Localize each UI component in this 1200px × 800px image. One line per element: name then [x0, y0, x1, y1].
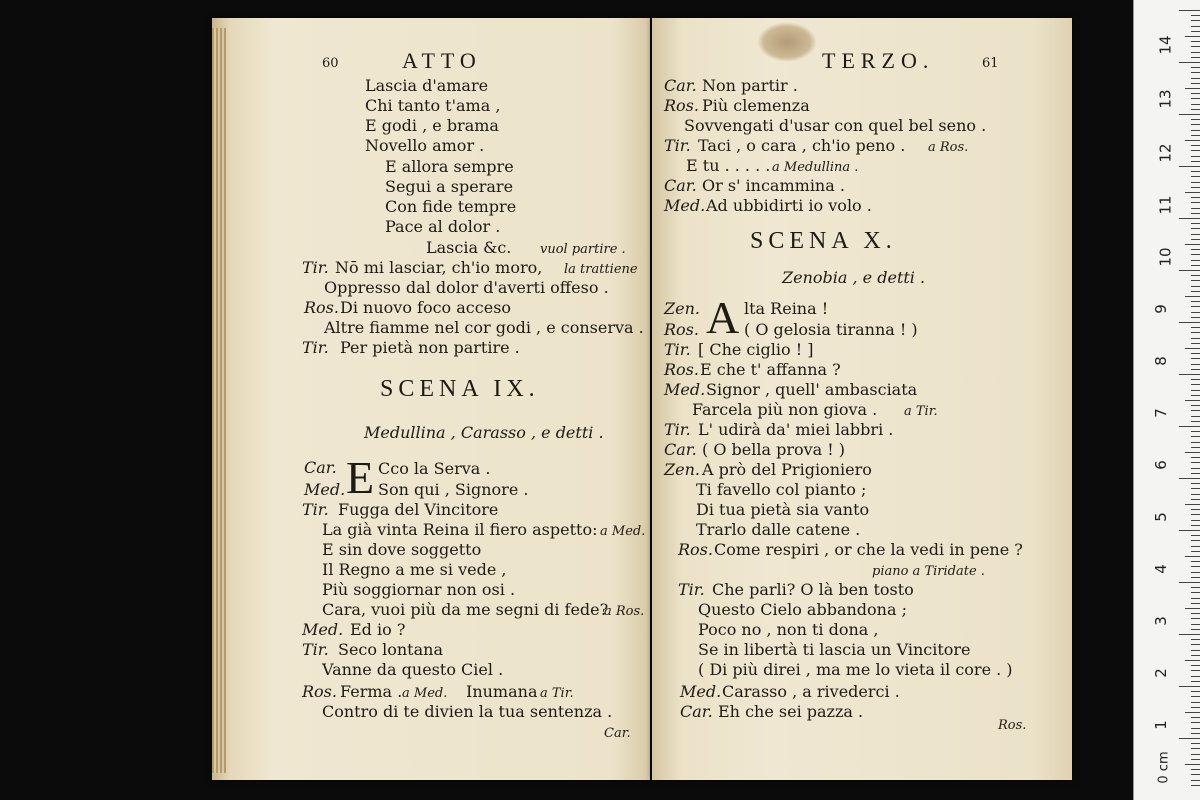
ruler-tick: [1191, 384, 1200, 385]
ruler-tick: [1179, 322, 1200, 323]
ruler-tick: [1191, 535, 1200, 536]
ruler-tick: [1191, 98, 1200, 99]
ruler-tick: [1191, 156, 1200, 157]
ruler-tick: [1185, 88, 1200, 89]
ruler-tick: [1191, 499, 1200, 500]
ruler-tick: [1191, 109, 1200, 110]
ruler-tick: [1191, 509, 1200, 510]
ruler-tick: [1185, 140, 1200, 141]
ruler-tick: [1191, 306, 1200, 307]
ruler-tick: [1179, 270, 1200, 271]
ruler-tick: [1191, 592, 1200, 593]
speaker: Tir.: [302, 258, 329, 277]
ruler-tick: [1191, 353, 1200, 354]
stage-direction: vuol partire .: [540, 242, 626, 257]
ruler-tick: [1191, 213, 1200, 214]
speaker: Tir.: [664, 136, 691, 155]
speaker: Ros.: [664, 360, 699, 379]
speech: Fugga del Vincitore: [338, 500, 499, 519]
speech: Il Regno a me si vede ,: [322, 560, 507, 579]
ruler-tick: [1179, 426, 1200, 427]
ruler-tick: [1191, 187, 1200, 188]
ruler-tick: [1191, 494, 1200, 495]
ruler-tick: [1185, 348, 1200, 349]
ruler-tick: [1191, 41, 1200, 42]
catchword: Car.: [604, 726, 631, 741]
ruler-tick: [1179, 738, 1200, 739]
ruler-tick: [1185, 764, 1200, 765]
ruler-tick: [1191, 104, 1200, 105]
ruler-tick: [1179, 634, 1200, 635]
speech: Eh che sei pazza .: [718, 702, 864, 721]
verse-line: E godi , e brama: [365, 116, 499, 135]
speaker: Car.: [664, 440, 697, 459]
open-book: [212, 18, 1074, 788]
ruler-number: 1: [1151, 720, 1170, 730]
speech: Se in libertà ti lascia un Vincitore: [698, 640, 971, 659]
speech: Or s' incammina .: [702, 176, 845, 195]
ruler-tick: [1179, 374, 1200, 375]
ruler-tick: [1191, 483, 1200, 484]
ruler-tick: [1191, 629, 1200, 630]
ruler-tick: [1191, 717, 1200, 718]
ruler-tick: [1191, 145, 1200, 146]
stage-direction: a Tir.: [540, 686, 574, 701]
ruler-tick: [1191, 57, 1200, 58]
ruler-tick: [1179, 582, 1200, 583]
page-number: 61: [982, 56, 999, 71]
verse-line: E allora sempre: [385, 157, 514, 176]
ruler-tick: [1191, 468, 1200, 469]
ruler-tick: [1191, 488, 1200, 489]
ruler-tick: [1191, 696, 1200, 697]
ruler-number: 10: [1156, 247, 1175, 267]
stage-direction: a Medullina .: [772, 160, 859, 175]
verse-line: Lascia &c.: [426, 238, 512, 257]
speaker: Ros.: [664, 96, 699, 115]
speaker: Ros.: [302, 682, 337, 701]
ruler-tick: [1191, 618, 1200, 619]
page-edge: [212, 28, 226, 773]
verse-line: Novello amor .: [365, 136, 485, 155]
speaker: Car.: [304, 458, 337, 477]
speech: Di tua pietà sia vanto: [696, 500, 870, 519]
speech: Trarlo dalle catene .: [696, 520, 861, 539]
speech: Più soggiornar non osi .: [322, 580, 516, 599]
speech: Nō mi lasciar, ch'io moro,: [335, 258, 543, 277]
ruler-tick: [1185, 556, 1200, 557]
ruler-tick: [1191, 20, 1200, 21]
ruler-tick: [1179, 686, 1200, 687]
speaker: Ros.: [664, 320, 699, 339]
ruler-tick: [1191, 691, 1200, 692]
ruler-tick: [1191, 681, 1200, 682]
ruler-tick: [1191, 405, 1200, 406]
speaker: Med.: [304, 480, 346, 499]
drop-cap: E: [346, 452, 375, 503]
ruler-tick: [1191, 540, 1200, 541]
ruler-tick: [1191, 228, 1200, 229]
page-number: 60: [322, 56, 339, 71]
ruler-tick: [1191, 566, 1200, 567]
ruler-tick: [1191, 239, 1200, 240]
ruler-tick: [1191, 130, 1200, 131]
ruler-tick: [1191, 598, 1200, 599]
speaker: Med.: [302, 620, 344, 639]
speech: Seco lontana: [338, 640, 443, 659]
speech: E tu . . . . .: [686, 156, 771, 175]
speech: Inumana: [466, 682, 538, 701]
ruler-tick: [1191, 754, 1200, 755]
ruler-tick: [1191, 208, 1200, 209]
ruler-tick: [1191, 254, 1200, 255]
ruler-number: 5: [1151, 512, 1170, 522]
scene-heading: SCENA X.: [750, 228, 897, 254]
ruler-tick: [1185, 712, 1200, 713]
ruler-tick: [1191, 332, 1200, 333]
ruler-tick: [1185, 296, 1200, 297]
speech: Ed io ?: [350, 620, 406, 639]
ruler-tick: [1191, 275, 1200, 276]
ruler-tick: [1191, 46, 1200, 47]
speaker: Tir.: [664, 420, 691, 439]
verse-line: Pace al dolor .: [385, 217, 501, 236]
ruler-tick: [1191, 338, 1200, 339]
ruler-tick: [1191, 780, 1200, 781]
ruler-tick: [1191, 364, 1200, 365]
ruler-tick: [1191, 317, 1200, 318]
catchword: Ros.: [998, 718, 1027, 733]
ruler-tick: [1191, 561, 1200, 562]
ruler-tick: [1191, 327, 1200, 328]
ruler-tick: [1191, 197, 1200, 198]
ruler-tick: [1185, 452, 1200, 453]
water-stain: [757, 22, 817, 62]
stage-direction: a Ros.: [604, 604, 645, 619]
speaker: Tir.: [678, 580, 705, 599]
speech: Cco la Serva .: [378, 459, 491, 478]
ruler-tick: [1191, 202, 1200, 203]
speech: E sin dove soggetto: [322, 540, 482, 559]
speech: Per pietà non partire .: [340, 338, 520, 357]
speaker: Car.: [680, 702, 713, 721]
ruler-tick: [1185, 400, 1200, 401]
stage-direction: la trattiene: [564, 262, 638, 277]
stage-direction: a Med.: [600, 524, 646, 539]
speech: lta Reina !: [744, 299, 829, 318]
ruler-tick: [1191, 676, 1200, 677]
ruler-tick: [1191, 286, 1200, 287]
ruler-tick: [1191, 473, 1200, 474]
ruler-tick: [1191, 774, 1200, 775]
ruler-number: 13: [1156, 89, 1175, 109]
speech: Carasso , a rivederci .: [722, 682, 900, 701]
speech: Ferma .: [340, 682, 403, 701]
ruler-tick: [1191, 249, 1200, 250]
ruler-number: 12: [1156, 143, 1175, 163]
ruler-tick: [1185, 36, 1200, 37]
ruler-tick: [1191, 312, 1200, 313]
speech: Vanne da questo Ciel .: [322, 660, 504, 679]
ruler-tick: [1191, 447, 1200, 448]
speech: L' udirà da' miei labbri .: [698, 420, 894, 439]
speech: Ad ubbidirti io volo .: [706, 196, 872, 215]
drop-cap: A: [706, 292, 740, 343]
ruler-tick: [1191, 171, 1200, 172]
ruler-tick: [1191, 702, 1200, 703]
ruler-tick: [1185, 608, 1200, 609]
ruler-tick: [1191, 369, 1200, 370]
speaker: Ros.: [304, 298, 339, 317]
ruler-tick: [1191, 301, 1200, 302]
ruler-tick: [1191, 223, 1200, 224]
ruler-tick: [1191, 613, 1200, 614]
speech: ( O gelosia tiranna ! ): [744, 320, 918, 339]
ruler-tick: [1179, 530, 1200, 531]
ruler-tick: [1191, 587, 1200, 588]
speaker: Med.: [664, 196, 706, 215]
ruler-tick: [1191, 124, 1200, 125]
ruler-tick: [1191, 650, 1200, 651]
ruler-number: 8: [1151, 356, 1170, 366]
ruler-tick: [1191, 707, 1200, 708]
speech: Che parli? O là ben tosto: [712, 580, 914, 599]
ruler-tick: [1191, 728, 1200, 729]
right-page: [652, 18, 1072, 780]
ruler-tick: [1191, 358, 1200, 359]
speech: Più clemenza: [702, 96, 810, 115]
ruler-unit: 0 cm: [1156, 751, 1172, 784]
speaker: Tir.: [302, 640, 329, 659]
ruler-tick: [1191, 150, 1200, 151]
ruler-tick: [1191, 551, 1200, 552]
speech: ( O bella prova ! ): [702, 440, 846, 459]
ruler-tick: [1191, 743, 1200, 744]
ruler-tick: [1191, 624, 1200, 625]
speaker: Zen.: [664, 460, 700, 479]
ruler-tick: [1191, 280, 1200, 281]
speech: ( Di più direi , ma me lo vieta il core . ): [698, 660, 1013, 679]
ruler-tick: [1191, 733, 1200, 734]
ruler-tick: [1191, 442, 1200, 443]
ruler-tick: [1191, 416, 1200, 417]
speaker: Tir.: [302, 500, 329, 519]
ruler-tick: [1191, 390, 1200, 391]
speech: Contro di te divien la tua sentenza .: [322, 702, 613, 721]
verse-line: Chi tanto t'ama ,: [365, 96, 501, 115]
speaker: Car.: [664, 176, 697, 195]
speaker: Ros.: [678, 540, 713, 559]
ruler-number: 7: [1151, 408, 1170, 418]
ruler-tick: [1191, 78, 1200, 79]
speech: Son qui , Signore .: [378, 480, 529, 499]
scene-heading: SCENA IX.: [380, 376, 540, 402]
speaker: Tir.: [664, 340, 691, 359]
ruler-tick: [1191, 436, 1200, 437]
ruler-tick: [1179, 114, 1200, 115]
ruler-tick: [1191, 722, 1200, 723]
speech: Questo Cielo abbandona ;: [698, 600, 907, 619]
speech: Oppresso dal dolor d'averti offeso .: [324, 278, 609, 297]
ruler-tick: [1191, 431, 1200, 432]
ruler-tick: [1191, 572, 1200, 573]
ruler-tick: [1191, 655, 1200, 656]
ruler-tick: [1191, 514, 1200, 515]
ruler-tick: [1191, 67, 1200, 68]
speaker: Zen.: [664, 299, 700, 318]
ruler-tick: [1185, 660, 1200, 661]
ruler-tick: [1191, 525, 1200, 526]
ruler-tick: [1191, 72, 1200, 73]
ruler-tick: [1191, 260, 1200, 261]
ruler-tick: [1191, 83, 1200, 84]
ruler-tick: [1191, 546, 1200, 547]
ruler-tick: [1191, 182, 1200, 183]
speech: E che t' affanna ?: [700, 360, 841, 379]
ruler-tick: [1191, 520, 1200, 521]
ruler-tick: [1191, 291, 1200, 292]
speaker: Med.: [664, 380, 706, 399]
ruler-tick: [1191, 639, 1200, 640]
ruler-tick: [1191, 665, 1200, 666]
speech: Ti favello col pianto ;: [696, 480, 867, 499]
ruler-tick: [1191, 343, 1200, 344]
verse-line: Con fide tempre: [385, 197, 517, 216]
ruler-tick: [1191, 670, 1200, 671]
ruler-tick: [1191, 93, 1200, 94]
speech: La già vinta Reina il fiero aspetto:: [322, 520, 598, 539]
ruler-tick: [1191, 119, 1200, 120]
speaker: Car.: [664, 76, 697, 95]
ruler-tick: [1179, 218, 1200, 219]
ruler-tick: [1191, 176, 1200, 177]
speech: [ Che ciglio ! ]: [698, 340, 814, 359]
ruler-tick: [1179, 478, 1200, 479]
speech: Signor , quell' ambasciata: [706, 380, 918, 399]
stage-direction: a Tir.: [904, 404, 938, 419]
verse-line: Lascia d'amare: [365, 76, 489, 95]
ruler-number: 2: [1151, 668, 1170, 678]
speech: Sovvengati d'usar con quel bel seno .: [684, 116, 987, 135]
ruler-tick: [1185, 504, 1200, 505]
ruler-tick: [1191, 457, 1200, 458]
stage-direction: piano a Tiridate .: [872, 564, 985, 579]
ruler-tick: [1179, 10, 1200, 11]
ruler-tick: [1191, 395, 1200, 396]
ruler-tick: [1191, 265, 1200, 266]
speech: Farcela più non giova .: [692, 400, 878, 419]
ruler-tick: [1191, 785, 1200, 786]
ruler-tick: [1191, 26, 1200, 27]
speech: Poco no , non ti dona ,: [698, 620, 879, 639]
left-page: [212, 18, 650, 780]
ruler-tick: [1191, 379, 1200, 380]
ruler-tick: [1179, 62, 1200, 63]
speech: A prò del Prigioniero: [702, 460, 872, 479]
ruler-tick: [1191, 577, 1200, 578]
running-head: TERZO.: [822, 48, 935, 73]
ruler-number: 3: [1151, 616, 1170, 626]
ruler-tick: [1191, 759, 1200, 760]
ruler-tick: [1191, 769, 1200, 770]
ruler-tick: [1191, 234, 1200, 235]
ruler-tick: [1191, 31, 1200, 32]
verse-line: Segui a sperare: [385, 177, 514, 196]
stage-direction: a Ros.: [928, 140, 969, 155]
ruler-tick: [1191, 748, 1200, 749]
ruler-tick: [1191, 410, 1200, 411]
ruler-tick: [1191, 421, 1200, 422]
speech: Non partir .: [702, 76, 798, 95]
ruler-tick: [1185, 192, 1200, 193]
stage-direction: a Med.: [402, 686, 448, 701]
ruler-tick: [1191, 462, 1200, 463]
measurement-ruler: [1133, 0, 1200, 800]
scene-characters: Medullina , Carasso , e detti .: [364, 423, 604, 442]
ruler-tick: [1185, 244, 1200, 245]
speech: Altre fiamme nel cor godi , e conserva .: [324, 318, 644, 337]
ruler-tick: [1191, 644, 1200, 645]
speaker: Med.: [680, 682, 722, 701]
ruler-tick: [1191, 52, 1200, 53]
ruler-number: 14: [1156, 35, 1175, 55]
speech: Come respiri , or che la vedi in pene ?: [714, 540, 1023, 559]
scene-characters: Zenobia , e detti .: [782, 268, 926, 287]
ruler-number: 11: [1156, 195, 1175, 215]
ruler-number: 4: [1151, 564, 1170, 574]
ruler-tick: [1179, 166, 1200, 167]
speech: Taci , o cara , ch'io peno .: [698, 136, 906, 155]
ruler-tick: [1191, 603, 1200, 604]
speech: Cara, vuoi più da me segni di fede?: [322, 600, 609, 619]
ruler-number: 9: [1151, 304, 1170, 314]
ruler-tick: [1191, 15, 1200, 16]
speech: Di nuovo foco acceso: [340, 298, 512, 317]
ruler-tick: [1191, 161, 1200, 162]
ruler-tick: [1191, 135, 1200, 136]
speaker: Tir.: [302, 338, 329, 357]
ruler-number: 6: [1151, 460, 1170, 470]
running-head: ATTO: [402, 48, 482, 73]
